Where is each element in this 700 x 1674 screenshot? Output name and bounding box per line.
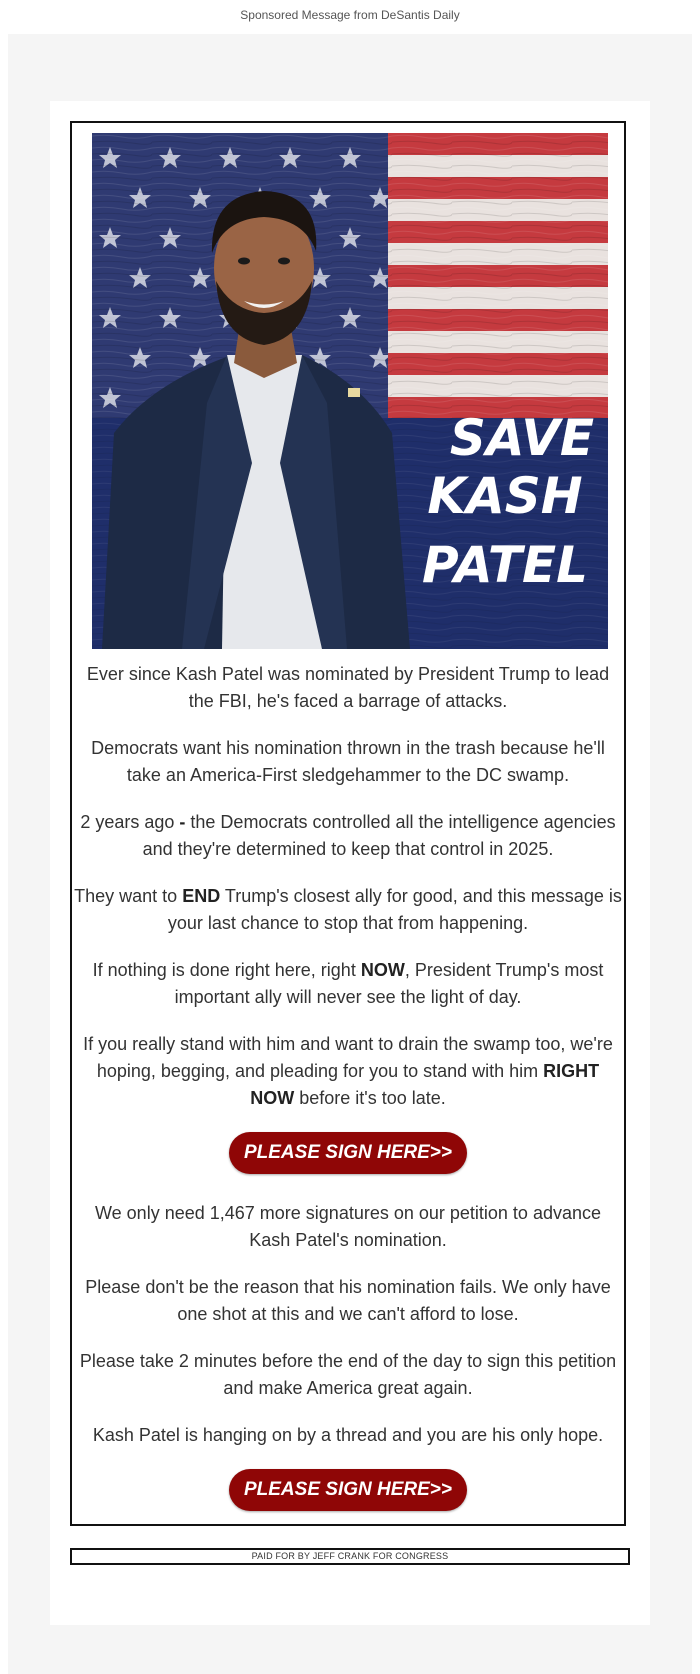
paragraph-5-bold: NOW — [360, 960, 405, 980]
sign-petition-button-1[interactable]: PLEASE SIGN HERE>> — [229, 1132, 467, 1174]
paragraph-4-pre: They want to — [74, 886, 183, 906]
paragraph-10: Kash Patel is hanging on by a thread and you are his only hope. — [92, 1425, 604, 1445]
paragraph-4-post: Trump's closest ally for good, and this message is your last chance to stop that from happening. — [167, 886, 622, 933]
hero-image[interactable] — [92, 133, 608, 649]
paragraph-9: Please take 2 minutes before the end of the day to sign this petition and make America great again. — [79, 1351, 617, 1398]
cta-container-1 — [72, 1132, 624, 1174]
paragraph-1: Ever since Kash Patel was nominated by President Trump to lead the FBI, he's faced a barrage of attacks. — [86, 664, 610, 711]
paragraph-4 — [72, 883, 624, 937]
paragraph-6-post: before it's too late. — [294, 1088, 446, 1108]
paragraph-6-bold: RIGHT NOW — [250, 1061, 600, 1108]
paragraph-7: We only need 1,467 more signatures on our petition to advance Kash Patel's nomination. — [95, 1203, 601, 1250]
paragraph-5-post: , President Trump's most important ally will never see the light of day. — [174, 960, 604, 1007]
paragraph-4-bold: END — [182, 886, 221, 906]
paragraph-8: Please don't be the reason that his nomination fails. We only have one shot at this and we can't afford to lose. — [85, 1277, 611, 1324]
message-frame — [70, 121, 626, 1526]
sign-petition-button-2[interactable]: PLEASE SIGN HERE>> — [229, 1469, 467, 1511]
paragraph-6 — [72, 1031, 624, 1112]
paragraph-3 — [72, 809, 624, 863]
paragraph-6-pre: If you really stand with him and want to drain the swamp too, we're hoping, begging, and pleading for you to stand with him — [83, 1034, 613, 1081]
paragraph-5-pre: If nothing is done right here, right — [92, 960, 361, 980]
hero-graphic — [92, 133, 608, 649]
paragraph-3-bold: - — [179, 812, 186, 832]
paid-for-disclaimer: PAID FOR BY JEFF CRANK FOR CONGRESS — [70, 1548, 630, 1565]
message-body — [72, 661, 624, 1537]
sponsored-message-label: Sponsored Message from DeSantis Daily — [240, 8, 460, 22]
paragraph-3-post: the Democrats controlled all the intelligence agencies and they're determined to keep that control in 2025. — [142, 812, 616, 859]
overlay-line-2: KASH — [427, 467, 583, 525]
paragraph-3-pre: 2 years ago — [80, 812, 180, 832]
paragraph-5 — [72, 957, 624, 1011]
overlay-line-1: SAVE — [449, 409, 595, 467]
paragraph-2: Democrats want his nomination thrown in the trash because he'll take an America-First sledgehammer to the DC swamp. — [91, 738, 605, 785]
cta-container-2 — [72, 1469, 624, 1511]
overlay-line-3: PATEL — [421, 536, 589, 594]
